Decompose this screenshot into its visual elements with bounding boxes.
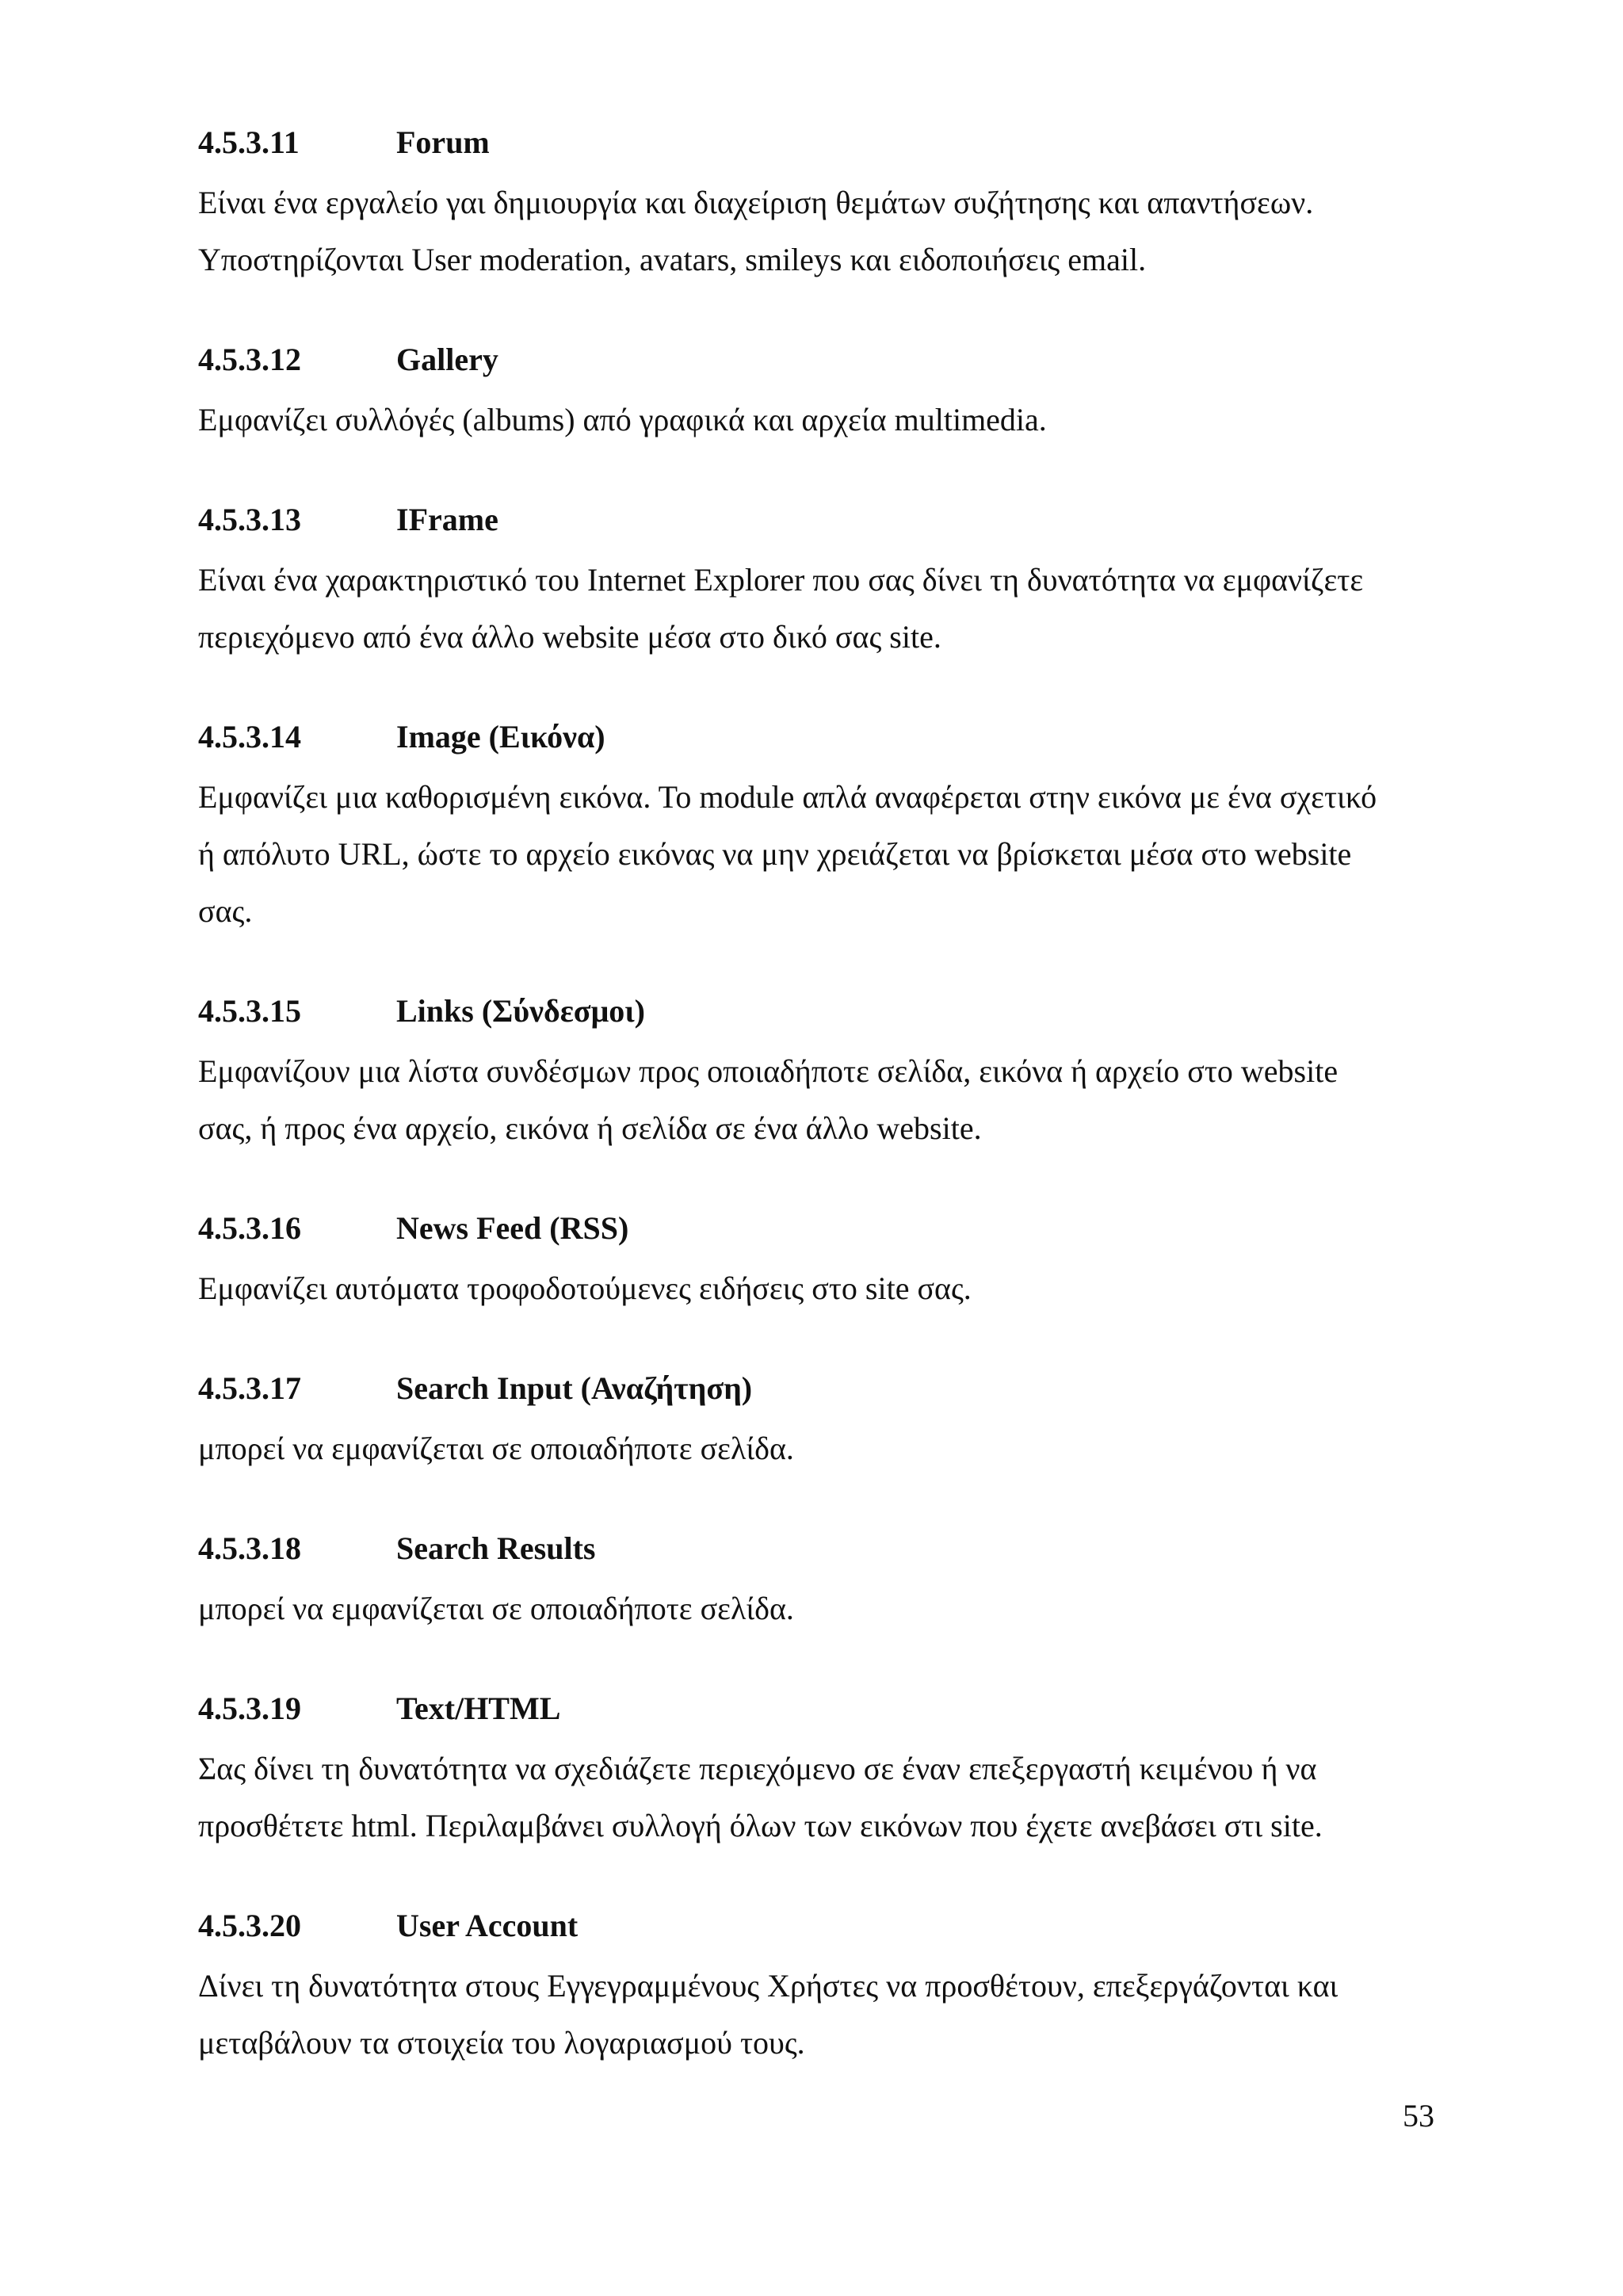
- body-line: προσθέτετε html. Περιλαμβάνει συλλογή όλων των εικόνων που έχετε ανεβάσει στι site.: [198, 1808, 1323, 1843]
- body-line: μπορεί να εμφανίζεται σε οποιαδήποτε σελίδα.: [198, 1591, 794, 1626]
- section-title: Search Results: [396, 1530, 596, 1566]
- section-number: 4.5.3.19: [198, 1690, 301, 1726]
- section-body: [198, 1580, 1442, 1637]
- section-search-input: [198, 1365, 1442, 1477]
- body-line: μεταβάλουν τα στοιχεία του λογαριασμού τους.: [198, 2025, 805, 2061]
- section-user-account: [198, 1902, 1442, 2072]
- section-body: [198, 1740, 1442, 1855]
- section-title: User Account: [396, 1908, 579, 1943]
- section-number: 4.5.3.11: [198, 124, 300, 160]
- section-title: Forum: [396, 124, 490, 160]
- section-news-feed: [198, 1205, 1442, 1317]
- section-heading: [198, 1205, 1442, 1252]
- section-title: Image (Εικόνα): [396, 719, 605, 755]
- section-body: [198, 769, 1442, 940]
- body-line: Εμφανίζει μια καθορισμένη εικόνα. Το module απλά αναφέρεται στην εικόνα με ένα σχετικό: [198, 779, 1377, 815]
- body-line: Εμφανίζει συλλόγές (albums) από γραφικά και αρχεία multimedia.: [198, 402, 1047, 437]
- section-heading: [198, 1525, 1442, 1572]
- section-number: 4.5.3.14: [198, 719, 301, 755]
- section-body: [198, 1260, 1442, 1317]
- body-line: σας, ή προς ένα αρχείο, εικόνα ή σελίδα σε ένα άλλο website.: [198, 1110, 982, 1146]
- section-heading: [198, 336, 1442, 384]
- section-number: 4.5.3.16: [198, 1210, 301, 1246]
- section-number: 4.5.3.18: [198, 1530, 301, 1566]
- section-search-results: [198, 1525, 1442, 1637]
- section-text-html: [198, 1685, 1442, 1855]
- section-title: Search Input (Αναζήτηση): [396, 1370, 753, 1406]
- body-line: Σας δίνει τη δυνατότητα να σχεδιάζετε περιεχόμενο σε έναν επεξεργαστή κειμένου ή να: [198, 1751, 1317, 1786]
- section-heading: [198, 1365, 1442, 1412]
- section-title: IFrame: [396, 502, 498, 537]
- body-line: Είναι ένα χαρακτηριστικό του Internet Explorer που σας δίνει τη δυνατότητα να εμφανίζετε: [198, 562, 1364, 598]
- body-line: Εμφανίζει αυτόματα τροφοδοτούμενες ειδήσεις στο site σας.: [198, 1270, 972, 1306]
- page-content: [198, 119, 1442, 2072]
- section-number: 4.5.3.12: [198, 342, 301, 377]
- section-body: [198, 1043, 1442, 1157]
- body-line: Εμφανίζουν μια λίστα συνδέσμων προς οποιαδήποτε σελίδα, εικόνα ή αρχείο στο website: [198, 1053, 1338, 1089]
- body-line: σας.: [198, 893, 253, 929]
- section-forum: [198, 119, 1442, 288]
- section-heading: [198, 713, 1442, 761]
- section-iframe: [198, 496, 1442, 666]
- section-title: Text/HTML: [396, 1690, 561, 1726]
- section-heading: [198, 1685, 1442, 1733]
- section-number: 4.5.3.20: [198, 1908, 301, 1943]
- section-gallery: [198, 336, 1442, 449]
- body-line: περιεχόμενο από ένα άλλο website μέσα στο δικό σας site.: [198, 619, 941, 655]
- body-line: μπορεί να εμφανίζεται σε οποιαδήποτε σελίδα.: [198, 1431, 794, 1466]
- section-body: [198, 174, 1442, 288]
- body-line: Υποστηρίζονται User moderation, avatars, smileys και ειδοποιήσεις email.: [198, 242, 1147, 277]
- section-body: [198, 552, 1442, 666]
- section-body: [198, 392, 1442, 449]
- body-line: Είναι ένα εργαλείο γαι δημιουργία και διαχείριση θεμάτων συζήτησης και απαντήσεων.: [198, 185, 1314, 220]
- section-body: [198, 1958, 1442, 2072]
- section-heading: [198, 988, 1442, 1035]
- section-image: [198, 713, 1442, 940]
- section-heading: [198, 119, 1442, 166]
- section-body: [198, 1420, 1442, 1477]
- page-number: 53: [1403, 2098, 1434, 2134]
- section-links: [198, 988, 1442, 1157]
- section-title: News Feed (RSS): [396, 1210, 629, 1246]
- body-line: Δίνει τη δυνατότητα στους Εγγεγραμμένους Χρήστες να προσθέτουν, επεξεργάζονται και: [198, 1968, 1338, 2004]
- section-number: 4.5.3.17: [198, 1370, 301, 1406]
- section-title: Gallery: [396, 342, 498, 377]
- section-heading: [198, 496, 1442, 544]
- section-heading: [198, 1902, 1442, 1950]
- section-number: 4.5.3.13: [198, 502, 301, 537]
- section-number: 4.5.3.15: [198, 993, 301, 1029]
- section-title: Links (Σύνδεσμοι): [396, 993, 645, 1029]
- body-line: ή απόλυτο URL, ώστε το αρχείο εικόνας να μην χρειάζεται να βρίσκεται μέσα στο website: [198, 836, 1352, 872]
